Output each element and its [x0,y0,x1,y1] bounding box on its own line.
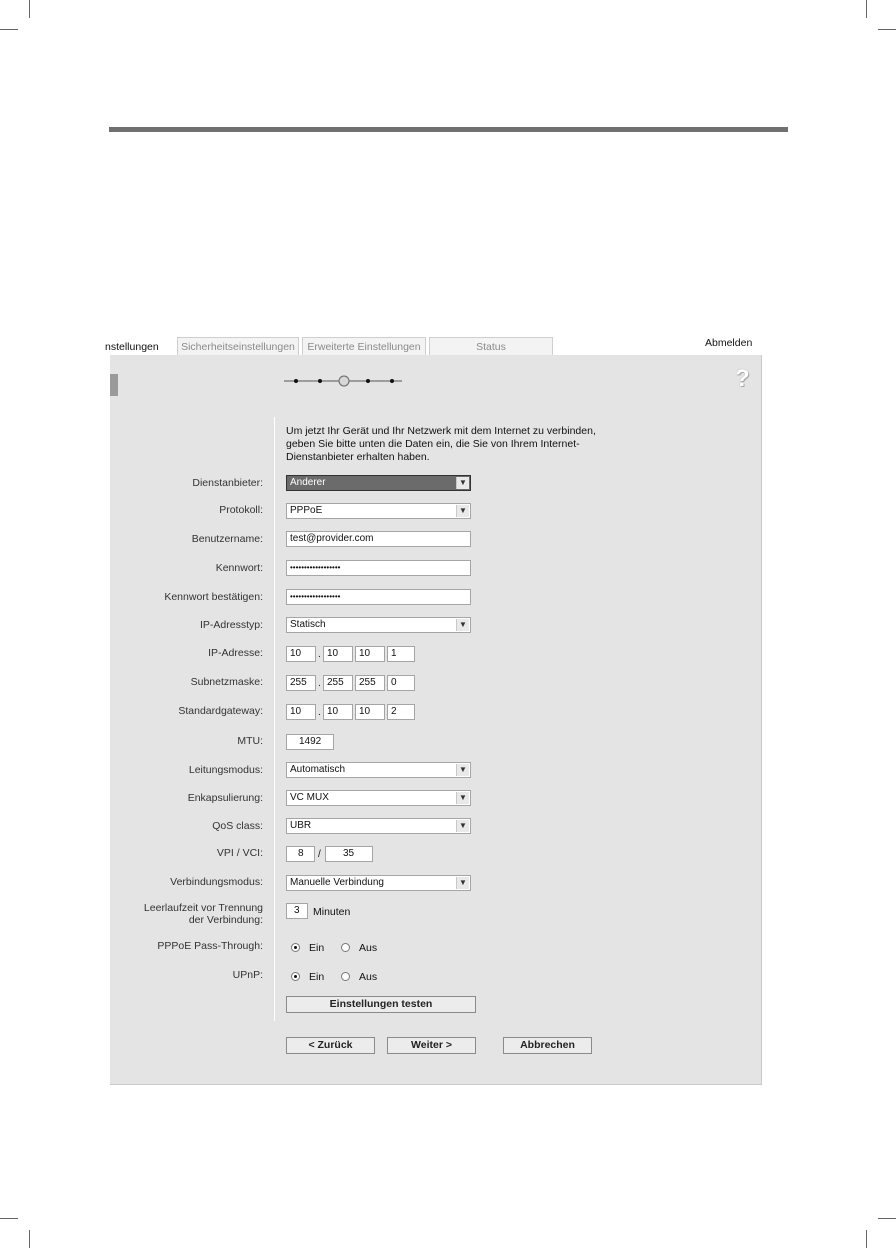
line-mode-select[interactable] [286,762,471,778]
line-mode-label: Leitungsmodus: [188,764,263,776]
vpi-vci-separator: / [318,849,321,860]
crop-mark [878,29,896,30]
password-input[interactable]: •••••••••••••••••• [286,560,471,576]
cancel-button[interactable]: Abbrechen [503,1037,592,1054]
chevron-down-icon: ▼ [456,877,469,889]
tab-status[interactable]: Status [429,337,553,355]
vci-input[interactable]: 35 [325,846,373,862]
chevron-down-icon: ▼ [456,820,469,832]
qos-value: UBR [290,820,312,831]
wizard-step [318,379,322,383]
ip-type-select[interactable] [286,617,471,633]
username-input[interactable]: test@provider.com [286,531,471,547]
back-button[interactable]: < Zurück [286,1037,375,1054]
qos-select[interactable] [286,818,471,834]
upnp-label: UPnP: [232,969,263,981]
connection-mode-label: Verbindungsmodus: [170,876,263,888]
encapsulation-select[interactable] [286,790,471,806]
octet-separator: . [318,678,321,689]
upnp-on-label: Ein [309,971,325,983]
gateway-octet-1[interactable]: 10 [286,704,316,720]
chevron-down-icon: ▼ [456,505,469,517]
crop-mark [866,1230,867,1248]
page-header-rule [109,127,788,132]
ip-type-label: IP-Adresstyp: [199,619,263,631]
line-mode-value: Automatisch [290,764,346,775]
octet-separator: . [318,707,321,718]
next-button[interactable]: Weiter > [387,1037,476,1054]
gateway-label: Standardgateway: [178,705,263,717]
encapsulation-value: VC MUX [290,792,329,803]
upnp-off-radio[interactable] [341,972,350,981]
wizard-progress [284,374,404,388]
subnet-mask-label: Subnetzmaske: [190,676,263,688]
logout-link[interactable]: Abmelden [705,337,753,349]
connection-mode-select[interactable] [286,875,471,891]
wizard-step [390,379,394,383]
ip-address-octet-1[interactable]: 10 [286,646,316,662]
idle-timeout-input[interactable]: 3 [286,903,308,919]
ip-address-label: IP-Adresse: [208,647,263,659]
tab-advanced-settings[interactable]: Erweiterte Einstellungen [302,337,426,355]
subnet-octet-2[interactable]: 255 [323,675,353,691]
octet-separator: . [318,649,321,660]
wizard-step [294,379,298,383]
password-confirm-label: Kennwort bestätigen: [164,591,263,603]
idle-timeout-label-line1: Leerlaufzeit vor Trennung [143,902,263,914]
vpi-input[interactable]: 8 [286,846,315,862]
password-confirm-input[interactable]: •••••••••••••••••• [286,589,471,605]
intro-text: Um jetzt Ihr Gerät und Ihr Netzwerk mit dem Internet zu verbinden, geben Sie bitte unten die Daten ein, die Sie von Ihrem Internet-Dienstanbieter erhalten haben. [286,425,596,463]
pppoe-on-radio[interactable] [291,943,300,952]
pppoe-off-label: Aus [359,942,378,954]
subnet-octet-3[interactable]: 255 [355,675,385,691]
chevron-down-icon: ▼ [456,619,469,631]
gateway-octet-3[interactable]: 10 [355,704,385,720]
ip-address-octet-2[interactable]: 10 [323,646,353,662]
help-icon[interactable]: ? [735,365,750,392]
ip-address-octet-3[interactable]: 10 [355,646,385,662]
pppoe-off-radio[interactable] [341,943,350,952]
qos-label: QoS class: [212,820,263,832]
pppoe-passthrough-label: PPPoE Pass-Through: [157,940,263,952]
upnp-off-label: Aus [359,971,378,983]
test-settings-button[interactable]: Einstellungen testen [286,996,476,1013]
mtu-input[interactable]: 1492 [286,734,334,750]
encapsulation-label: Enkapsulierung: [187,792,263,804]
settings-panel [110,355,762,1085]
chevron-down-icon: ▼ [456,764,469,776]
idle-timeout-label-line2: der Verbindung: [188,914,263,926]
column-divider [274,417,275,1021]
scroll-indicator[interactable] [110,374,118,396]
provider-select[interactable] [286,475,471,491]
gateway-octet-2[interactable]: 10 [323,704,353,720]
idle-timeout-unit: Minuten [313,906,351,918]
wizard-step [366,379,370,383]
provider-label: Dienstanbieter: [192,477,263,489]
crop-mark [866,0,867,18]
chevron-down-icon: ▼ [456,792,469,804]
crop-mark [29,0,30,18]
tab-basic-settings[interactable]: nstellungen [104,337,174,355]
tab-security-settings[interactable]: Sicherheitseinstellungen [177,337,299,355]
ip-address-octet-4[interactable]: 1 [387,646,415,662]
wizard-step-current [339,376,349,386]
chevron-down-icon: ▼ [456,477,469,489]
username-label: Benutzername: [191,533,263,545]
provider-value: Anderer [290,477,326,488]
ip-type-value: Statisch [290,619,326,630]
password-label: Kennwort: [215,562,263,574]
protocol-select[interactable] [286,503,471,519]
connection-mode-value: Manuelle Verbindung [290,877,384,888]
upnp-on-radio[interactable] [291,972,300,981]
pppoe-on-label: Ein [309,942,325,954]
crop-mark [0,29,18,30]
crop-mark [29,1230,30,1248]
mtu-label: MTU: [237,735,263,747]
vpi-vci-label: VPI / VCI: [216,847,263,859]
protocol-value: PPPoE [290,505,323,516]
protocol-label: Protokoll: [219,504,263,516]
idle-timeout-label [144,902,263,926]
gateway-octet-4[interactable]: 2 [387,704,415,720]
subnet-octet-4[interactable]: 0 [387,675,415,691]
crop-mark [878,1218,896,1219]
subnet-octet-1[interactable]: 255 [286,675,316,691]
crop-mark [0,1218,18,1219]
